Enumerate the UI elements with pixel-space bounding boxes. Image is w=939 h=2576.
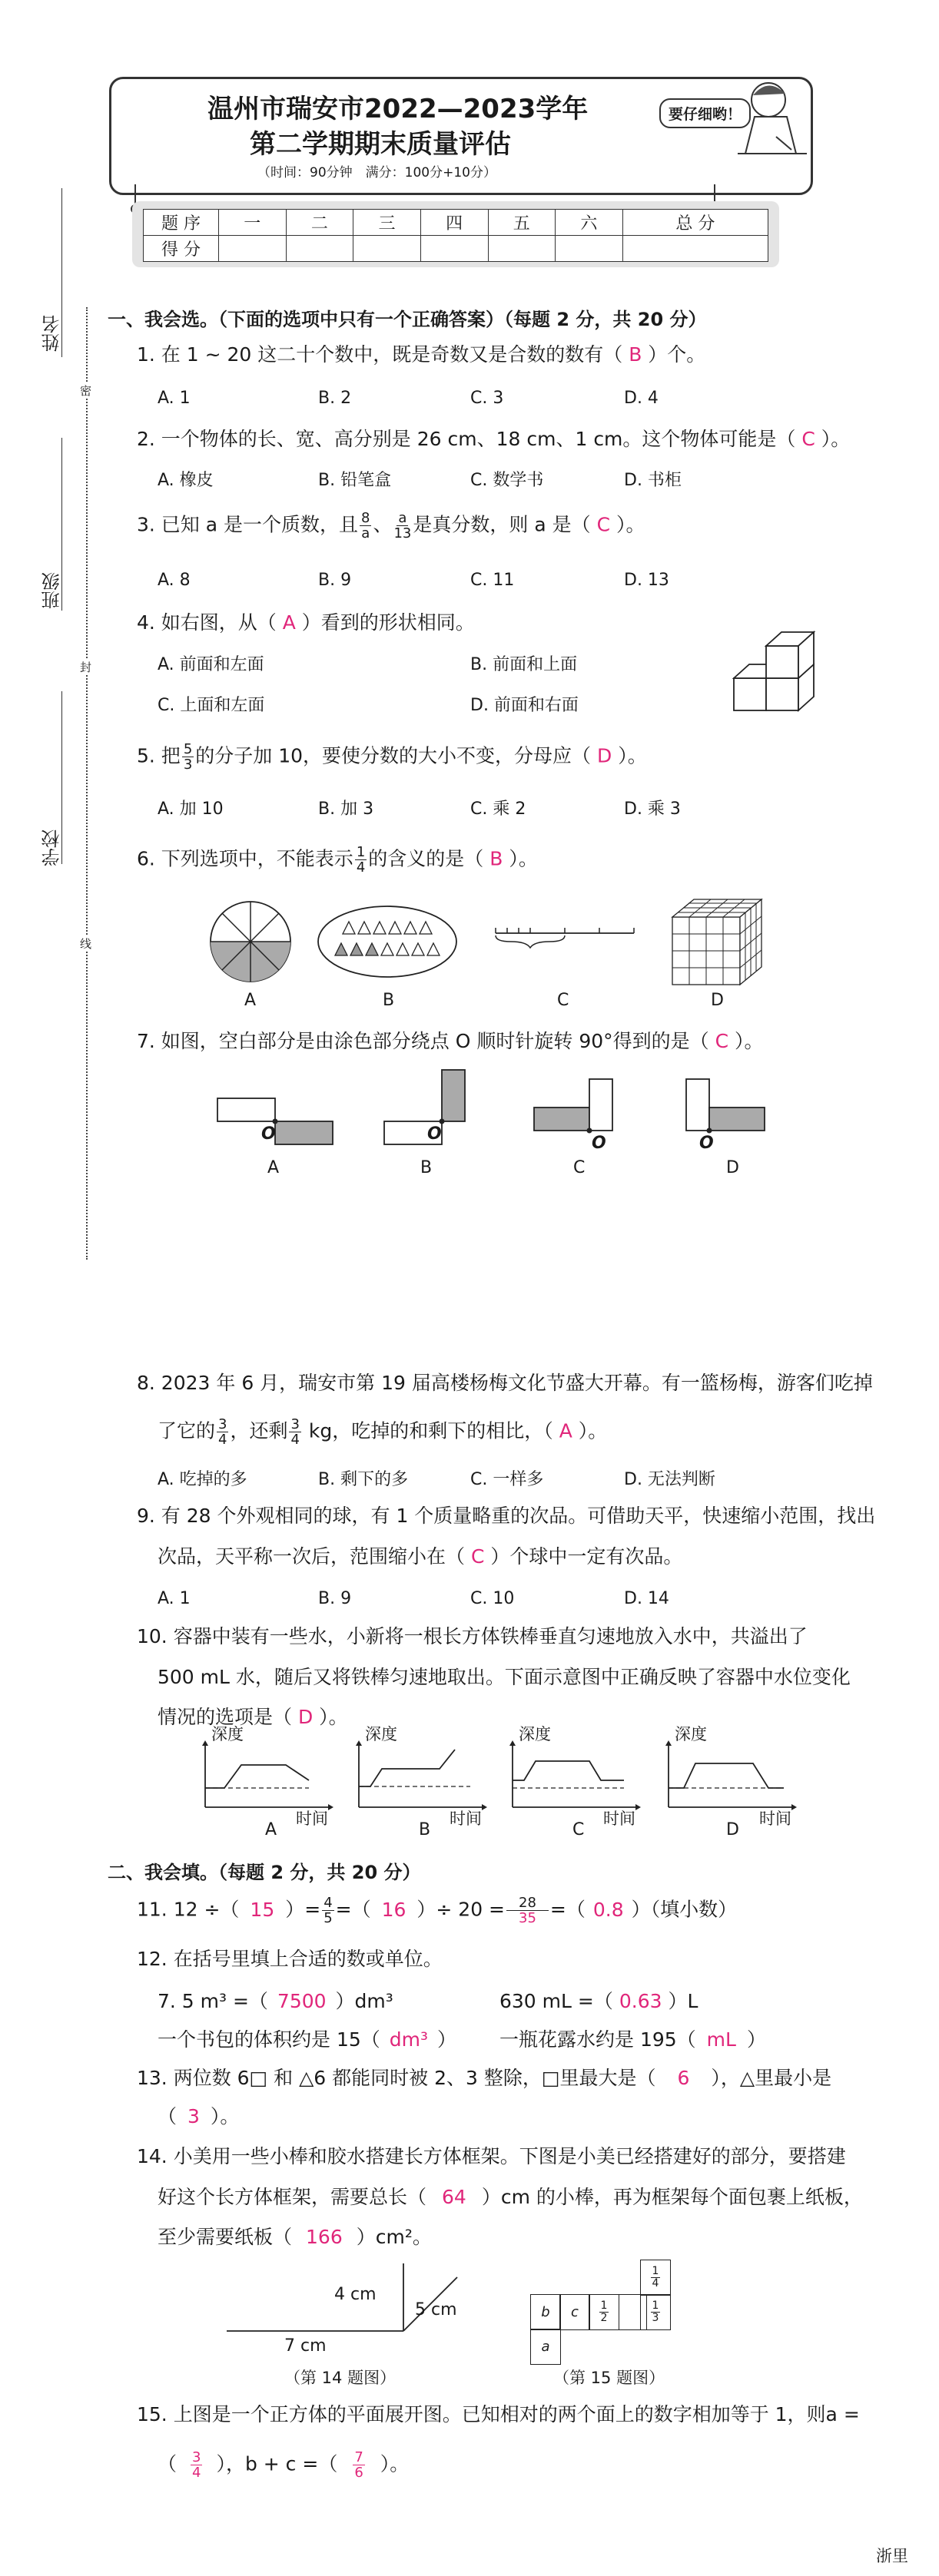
score-cell[interactable]	[622, 236, 768, 262]
q3-option: A. 8	[158, 571, 191, 590]
score-table-header: 四	[420, 210, 488, 236]
q10-graph-c	[509, 1742, 639, 1811]
sidebar-name-label: 姓名	[41, 315, 63, 352]
score-table	[143, 209, 768, 262]
q7-point-label: O	[261, 1124, 276, 1144]
score-table-header: 五	[488, 210, 556, 236]
q12-line1-right: 630 mL =（ 0.63 ）L	[499, 1990, 698, 2012]
score-table-header: 三	[353, 210, 421, 236]
fig15-cell-third: $\frac{1}{3}$	[640, 2294, 671, 2330]
q14-answer-1[interactable]: 64	[442, 2186, 466, 2208]
q5-option: B. 加 3	[318, 800, 374, 819]
fig14-caption: （第 14 题图）	[284, 2369, 397, 2387]
q10-stem-line2: 500 mL 水，随后又将铁棒匀速地取出。下面示意图中正确反映了容器中水位变化	[158, 1666, 851, 1688]
q12-line1-left: 7. 5 m³ =（ 7500 ）dm³	[158, 1990, 393, 2012]
q10-xlabel: 时间	[759, 1809, 791, 1828]
q2-text: 2. 一个物体的长、宽、高分别是 26 cm、18 cm、1 cm。这个物体可能是（	[137, 428, 802, 450]
q4-stem: 4. 如右图，从（ A ）看到的形状相同。	[137, 611, 475, 634]
q5-stem: 5. 把 $\frac{5}{3}$ 的分子加 10，要使分数的大小不变，分母应（ D ）。	[137, 741, 647, 773]
fig14-width-label: 7 cm	[284, 2336, 327, 2356]
q12-title: 12. 在括号里填上合适的数或单位。	[137, 1948, 443, 1970]
q2-option: C. 数学书	[470, 471, 544, 490]
score-cell[interactable]	[286, 236, 353, 262]
fig15-cell-quarter: $\frac{1}{4}$	[640, 2260, 671, 2296]
q5-option: D. 乘 3	[624, 800, 681, 819]
q6-fraction: $\frac{1}{4}$	[356, 844, 366, 876]
q11-fraction-28: $\frac{28}{35}$	[506, 1896, 549, 1925]
q6-stem: 6. 下列选项中，不能表示 $\frac{1}{4}$ 的含义的是（ B ）。	[137, 844, 538, 876]
q10-answer[interactable]: D	[297, 1706, 314, 1728]
q4-option: B. 前面和上面	[470, 655, 578, 674]
q10-ylabel: 深度	[519, 1725, 551, 1743]
header-title-1: 温州市瑞安市2022—2023学年	[207, 94, 589, 124]
fig15-cell-a: a	[530, 2329, 561, 2365]
score-table-header: 六	[556, 210, 623, 236]
q8-stem-line2: 了它的 $\frac{3}{4}$ ，还剩 $\frac{3}{4}$ kg，吃掉的和剩下的相比，（ A ）。	[158, 1416, 608, 1448]
q12-answer-1[interactable]: 7500	[277, 1990, 327, 2012]
q3-fraction-8-over-a: $\frac{8}{a}$	[361, 510, 370, 541]
fig14-height-label: 4 cm	[334, 2285, 377, 2304]
q15-stem-line2: （ $\frac{3}{4}$ ），b + c =（ $\frac{7}{6}$ ）。	[158, 2449, 410, 2481]
q6-label-a: A	[244, 991, 257, 1010]
q15-answer-1[interactable]: $\frac{3}{4}$	[192, 2449, 201, 2481]
q4-text: 4. 如右图，从（	[137, 611, 283, 634]
score-cell[interactable]	[353, 236, 421, 262]
q10-graph-a	[201, 1742, 332, 1811]
q7-label-b: B	[420, 1158, 433, 1177]
q5-answer[interactable]: D	[596, 744, 612, 767]
q10-ylabel: 深度	[211, 1725, 244, 1743]
school-blank[interactable]	[61, 691, 62, 864]
q9-option: D. 14	[624, 1589, 669, 1608]
fig15-cell-c: c	[559, 2294, 590, 2330]
q2-option: D. 书柜	[624, 471, 682, 490]
q3-text-mid: 是真分数，则 a 是（	[413, 513, 597, 536]
q4-option: A. 前面和左面	[158, 655, 264, 674]
q13-stem-line2: （ 3 ）。	[158, 2105, 240, 2127]
section1-title: 一、我会选。（下面的选项中只有一个正确答案）（每题 2 分，共 20 分）	[108, 309, 707, 330]
q3-stem: 3. 已知 a 是一个质数，且 $\frac{8}{a}$ 、 $\frac{a}{13}$ 是真分数，则 a 是（ C ）。	[137, 510, 645, 541]
q7-stem: 7. 如图，空白部分是由涂色部分绕点 O 顺时针旋转 90°得到的是（ C ）。	[137, 1030, 764, 1052]
q9-option: A. 1	[158, 1589, 191, 1608]
q10-label-c: C	[572, 1820, 585, 1839]
q5-fraction: $\frac{5}{3}$	[183, 741, 193, 773]
q11-answer-4[interactable]: 0.8	[592, 1898, 624, 1921]
q10-label-a: A	[265, 1820, 277, 1839]
q1-option: A. 1	[158, 389, 191, 408]
q14-stem-line1: 14. 小美用一些小棒和胶水搭建长方体框架。下图是小美已经搭建好的部分，要搭建	[137, 2145, 846, 2167]
q3-text: 3. 已知 a 是一个质数，且	[137, 513, 359, 536]
q13-answer-1[interactable]: 6	[677, 2067, 690, 2089]
q4-option: C. 上面和左面	[158, 696, 265, 715]
q11-answer-3[interactable]: 35	[519, 1910, 536, 1926]
q1-option: C. 3	[470, 389, 504, 408]
q9-stem-line1: 9. 有 28 个外观相同的球，有 1 个质量略重的次品。可借助天平，快速缩小范围，找出	[137, 1505, 876, 1527]
q1-text: 1. 在 1 ~ 20 这二十个数中，既是奇数又是合数的数有（	[137, 343, 629, 366]
q10-xlabel: 时间	[296, 1809, 328, 1828]
q9-option: B. 9	[318, 1589, 352, 1608]
q4-answer[interactable]: A	[282, 611, 296, 634]
q9-option: C. 10	[470, 1589, 515, 1608]
q7-point-label: O	[592, 1134, 606, 1153]
q2-option: A. 橡皮	[158, 471, 214, 490]
q7-figure-d	[682, 1075, 782, 1152]
header-subtitle: （时间：90分钟 满分：100分+10分）	[257, 165, 496, 180]
q7-label-c: C	[573, 1158, 586, 1177]
score-table-header: 题 序	[144, 210, 219, 236]
fig15-cell-half: $\frac{1}{2}$	[589, 2294, 619, 2330]
q14-answer-2[interactable]: 166	[306, 2226, 343, 2248]
q7-figure-b	[380, 1066, 473, 1151]
footer-region: 浙里	[876, 2547, 908, 2565]
fig15-net-overlay	[618, 2294, 647, 2330]
q10-label-d: D	[726, 1820, 739, 1839]
q12-answer-2[interactable]: 0.63	[619, 1990, 662, 2012]
q8-option: D. 无法判断	[624, 1470, 715, 1489]
score-table-header: 一	[219, 210, 287, 236]
q8-stem-line1: 8. 2023 年 6 月，瑞安市第 19 届高楼杨梅文化节盛大开幕。有一篮杨梅，游客们吃掉	[137, 1372, 873, 1394]
header-title-2: 第二学期期末质量评估	[250, 129, 511, 160]
seal-text-mi: 密	[80, 384, 92, 398]
q10-label-b: B	[419, 1820, 431, 1839]
class-blank[interactable]	[61, 438, 62, 611]
q10-graph-b	[355, 1742, 486, 1811]
q8-option: C. 一样多	[470, 1470, 544, 1489]
q3-fraction-a-over-13: $\frac{a}{13}$	[393, 510, 412, 541]
q1-option: B. 2	[318, 389, 352, 408]
q10-stem-line1: 10. 容器中装有一些水，小新将一根长方体铁棒垂直匀速地放入水中，共溢出了	[137, 1625, 808, 1647]
q2-option: B. 铅笔盒	[318, 471, 392, 490]
q9-stem-line2: 次品，天平称一次后，范围缩小在（ C ）个球中一定有次品。	[158, 1545, 683, 1568]
q7-point-label: O	[427, 1124, 442, 1144]
q2-text-end: ）。	[815, 428, 851, 450]
q12-answer-3[interactable]: dm³	[389, 2028, 429, 2051]
fig14-depth-label: 5 cm	[415, 2300, 457, 2319]
q1-text-end: ）个。	[642, 343, 706, 366]
q4-cube-figure	[730, 618, 838, 726]
q10-stem-line3: 情况的选项是（ D ）。	[158, 1706, 348, 1728]
q6-label-c: C	[557, 991, 569, 1010]
q2-stem	[137, 427, 850, 452]
score-cell[interactable]	[488, 236, 556, 262]
q11-answer-1[interactable]: 15	[250, 1898, 275, 1921]
q2-answer[interactable]: C	[801, 428, 815, 450]
q6-figure-a-pie	[207, 899, 300, 991]
q10-xlabel: 时间	[450, 1809, 482, 1828]
speech-bubble: 要仔细哟！	[659, 98, 751, 128]
q8-answer[interactable]: A	[559, 1419, 572, 1442]
q7-point-label: O	[699, 1134, 714, 1153]
seal-line	[86, 307, 88, 1260]
q10-ylabel: 深度	[675, 1725, 707, 1743]
q6-figure-c-number-line	[492, 914, 638, 952]
q11-stem: 11. 12 ÷（ 15 ）= $\frac{4}{5}$ =（ 16 ）÷ 20 = $\frac{28}{35}$ =（ 0.8 ）（填小数）	[137, 1895, 738, 1926]
q11-fraction-4-5: $\frac{4}{5}$	[324, 1895, 333, 1926]
q3-answer[interactable]: C	[596, 513, 611, 536]
q8-fraction-left: $\frac{3}{4}$	[290, 1416, 300, 1448]
score-cell[interactable]	[420, 236, 488, 262]
q10-ylabel: 深度	[365, 1725, 397, 1743]
q10-xlabel: 时间	[603, 1809, 635, 1828]
q8-option: B. 剩下的多	[318, 1470, 409, 1489]
q7-label-d: D	[726, 1158, 739, 1177]
q15-answer-2[interactable]: $\frac{7}{6}$	[354, 2449, 363, 2481]
q8-option: A. 吃掉的多	[158, 1470, 247, 1489]
q1-option: D. 4	[624, 389, 659, 408]
q11-answer-2[interactable]: 16	[381, 1898, 406, 1921]
q4-option: D. 前面和右面	[470, 696, 579, 715]
q13-answer-2[interactable]: 3	[187, 2105, 200, 2127]
score-cell[interactable]	[556, 236, 623, 262]
fig15-cell-b: b	[530, 2294, 561, 2330]
q15-stem-line1: 15. 上图是一个正方体的平面展开图。已知相对的两个面上的数字相加等于 1，则a =	[137, 2403, 860, 2425]
q12-line2-left: 一个书包的体积约是 15（ dm³ ）	[158, 2028, 457, 2051]
sidebar-school-label: 学校	[41, 829, 63, 866]
q8-fraction-eaten: $\frac{3}{4}$	[218, 1416, 227, 1448]
q7-figure-c	[530, 1075, 645, 1152]
seal-text-xian: 线	[80, 937, 92, 951]
fig15-caption: （第 15 题图）	[553, 2369, 665, 2387]
q7-figure-a	[215, 1091, 338, 1152]
q6-label-d: D	[711, 991, 724, 1010]
score-table-header: 总 分	[622, 210, 768, 236]
name-blank[interactable]	[61, 188, 62, 357]
q3-option: D. 13	[624, 571, 669, 590]
sidebar-class-label: 班级	[41, 572, 63, 609]
q6-answer[interactable]: B	[489, 847, 503, 870]
q7-answer[interactable]: C	[715, 1030, 729, 1052]
q13-stem-line1: 13. 两位数 6□ 和 △6 都能同时被 2、3 整除，□里最大是（ 6 ），△里最小是	[137, 2067, 832, 2089]
q6-label-b: B	[383, 991, 395, 1010]
q6-figure-d-cube-grid	[669, 896, 768, 988]
q1-answer[interactable]: B	[629, 343, 642, 366]
q9-answer[interactable]: C	[470, 1545, 485, 1568]
seal-text-feng: 封	[80, 661, 92, 674]
q14-stem-line2: 好这个长方体框架，需要总长（ 64 ）cm 的小棒，再为框架每个面包裹上纸板，	[158, 2186, 863, 2208]
q12-line2-right: 一瓶花露水约是 195（ mL ）	[499, 2028, 766, 2051]
score-table-row-label: 得 分	[144, 236, 219, 262]
q7-label-a: A	[267, 1158, 280, 1177]
student-illustration-icon	[738, 77, 807, 169]
q3-option: B. 9	[318, 571, 352, 590]
q1-stem	[137, 343, 705, 367]
score-cell[interactable]	[219, 236, 287, 262]
q14-stem-line3: 至少需要纸板（ 166 ）cm²。	[158, 2226, 432, 2248]
q6-figure-b-triangles	[317, 905, 463, 982]
score-table-header: 二	[286, 210, 353, 236]
q5-option: A. 加 10	[158, 800, 224, 819]
section2-title: 二、我会填。（每题 2 分，共 20 分）	[108, 1862, 421, 1883]
fig15-net	[530, 2260, 695, 2363]
q5-option: C. 乘 2	[470, 800, 526, 819]
q10-graph-d	[665, 1742, 795, 1811]
q3-option: C. 11	[470, 571, 515, 590]
q12-answer-4[interactable]: mL	[706, 2028, 736, 2051]
